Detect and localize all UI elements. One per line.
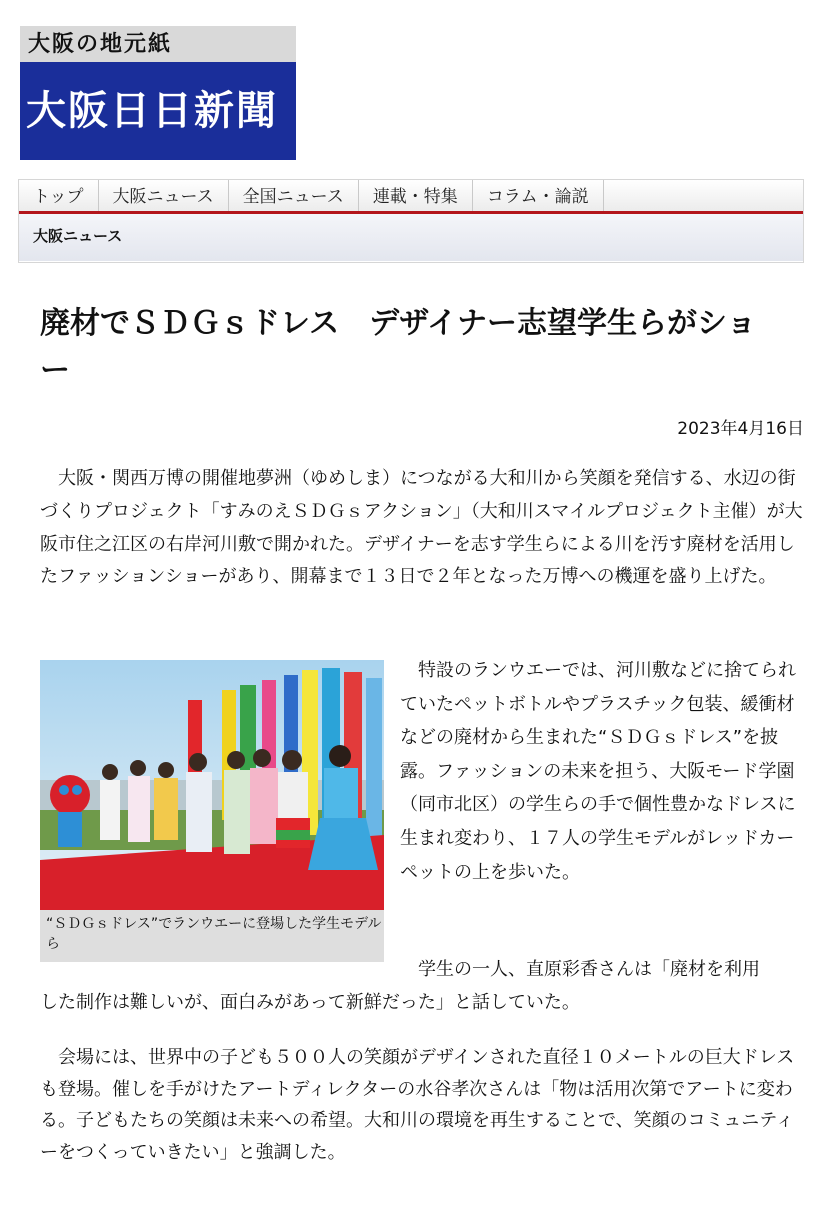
nav-tab-bar <box>19 180 803 214</box>
nav-tab-top[interactable]: トップ <box>19 180 99 211</box>
logo-tagline: 大阪の地元紙 <box>20 26 296 62</box>
article-paragraph-1: 大阪・関西万博の開催地夢洲（ゆめしま）につながる大和川から笑顔を発信する、水辺の街づくりプロジェクト「すみのえＳＤＧｓアクション」（大和川スマイルプロジェクト主催）が大阪市住之江区の右岸河川敷で開かれた。デザイナーを志す学生らによる川を汚す廃材を活用したファッションショーがあり、開幕まで１３日で２年となった万博への機運を盛り上げた。 <box>40 468 803 588</box>
fashion-show-photo-image <box>40 660 384 910</box>
nav-tab-osaka-news[interactable]: 大阪ニュース <box>99 180 229 211</box>
article-date: 2023年4月16日 <box>677 419 804 439</box>
article-photo[interactable] <box>40 660 384 910</box>
article-title: 廃材でＳＤＧｓドレス デザイナー志望学生らがショー <box>40 306 757 388</box>
article-paragraph-2: 特設のランウエーでは、河川敷などに捨てられていたペットボトルやプラスチック包装、緩衝材などの廃材から生まれた“ＳＤＧｓドレス”を披露。ファッションの未来を担う、大阪モード学園（同市北区）の学生らの手で個性豊かなドレスに生まれ変わり、１７人の学生モデルがレッドカーペットの上を歩いた。 <box>400 660 796 883</box>
main-navigation <box>18 179 804 263</box>
article-paragraph-4: 会場には、世界中の子ども５００人の笑顔がデザインされた直径１０メートルの巨大ドレスも登場。催しを手がけたアートディレクターの水谷孝次さんは「物は活用次第でアートに変わる。子どもたちの笑顔は未来への希望。大和川の環境を再生することで、笑顔のコミュニティーをつくっていきたい」と強調した。 <box>40 1047 795 1163</box>
nav-tab-national-news[interactable]: 全国ニュース <box>229 180 359 211</box>
newspaper-logo[interactable] <box>20 26 296 160</box>
photo-caption: “ＳＤＧｓドレス”でランウエーに登場した学生モデルら <box>46 916 382 952</box>
article-figure <box>40 660 384 962</box>
article-paragraph-3 <box>40 954 808 1020</box>
nav-tab-series-features[interactable]: 連載・特集 <box>359 180 473 211</box>
logo-title: 大阪日日新聞 <box>20 62 296 160</box>
article-paragraph-3-line-1: 学生の一人、直原彩香さんは「廃材を利用 <box>400 959 760 980</box>
section-breadcrumb[interactable]: 大阪ニュース <box>19 214 803 261</box>
article-paragraph-3-line-2: した制作は難しいが、面白みがあって新鮮だった」と話していた。 <box>40 991 580 1013</box>
nav-tab-column-editorial[interactable]: コラム・論説 <box>473 180 604 211</box>
